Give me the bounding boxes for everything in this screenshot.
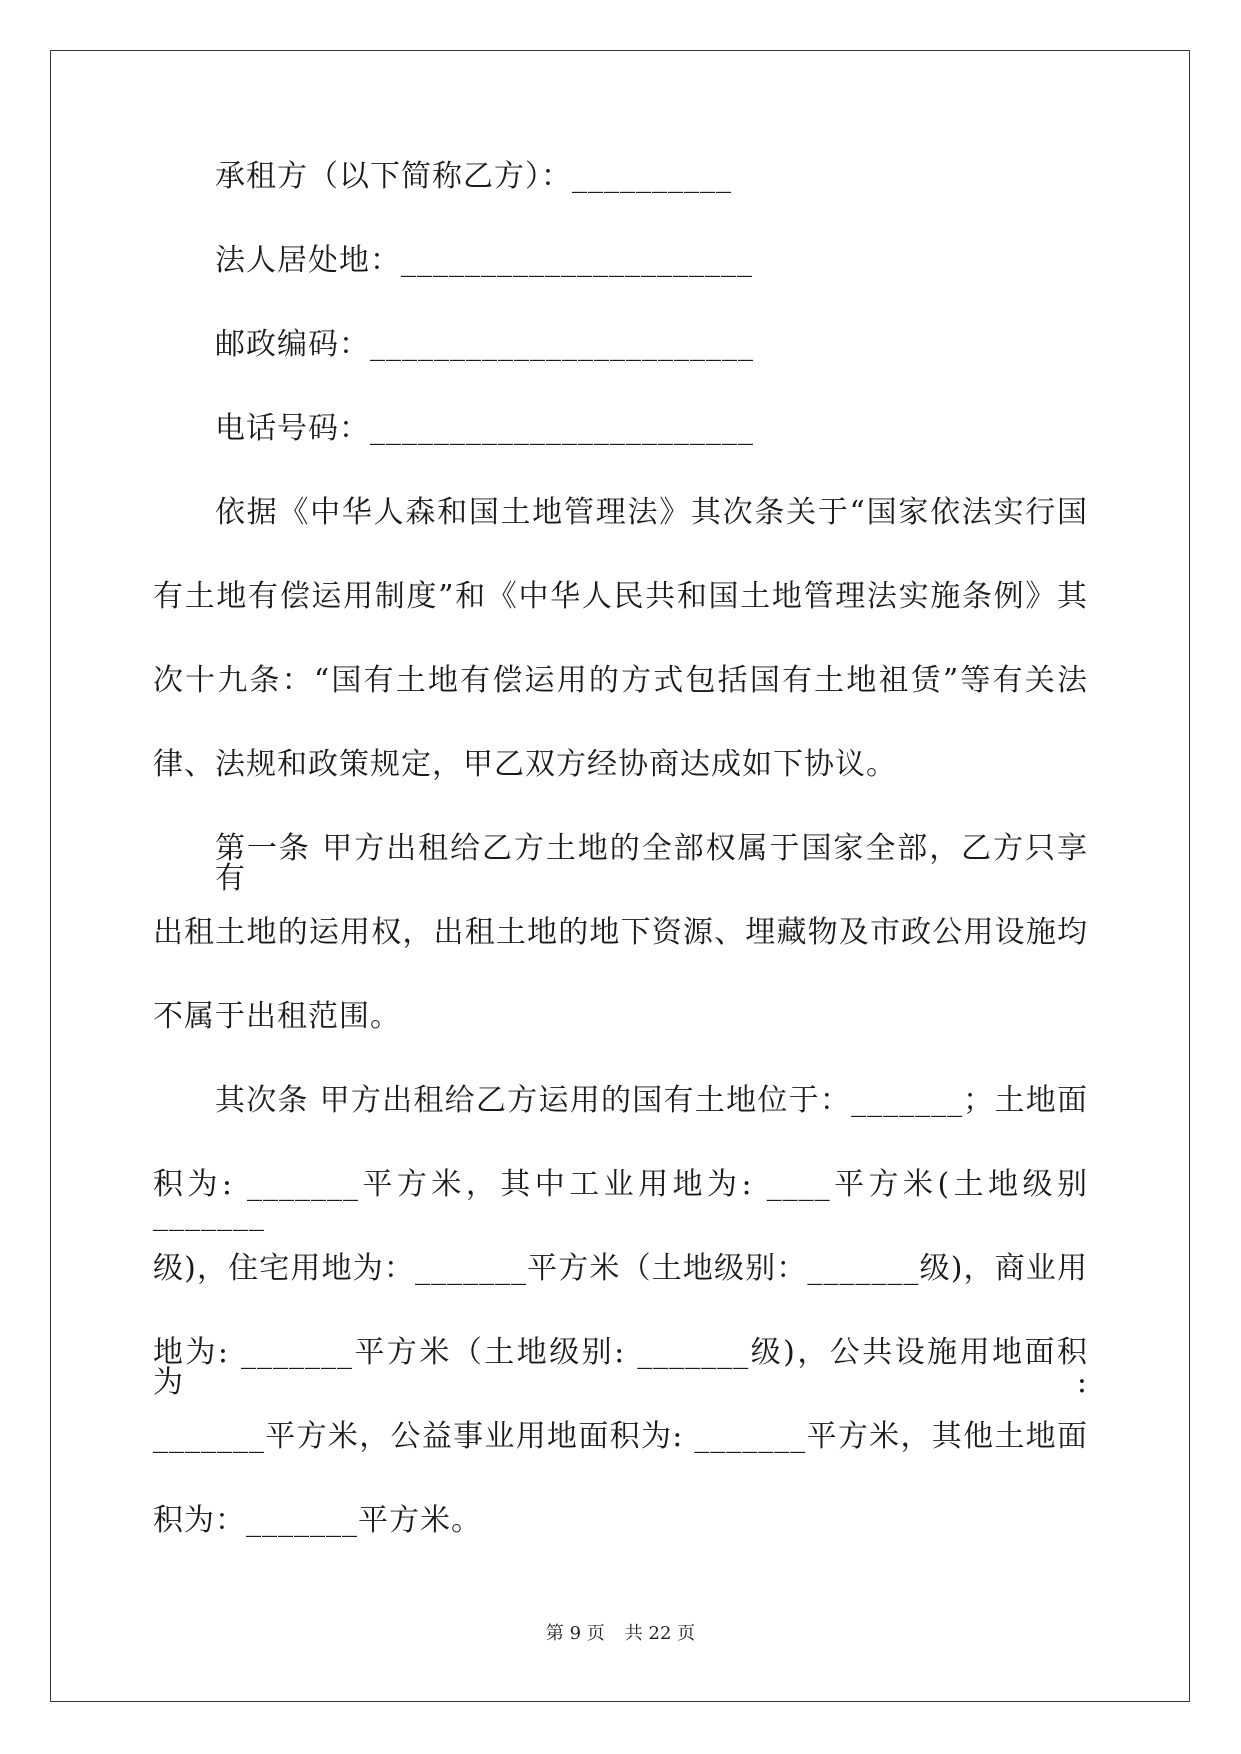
lessee-blank: __________ [572,159,732,194]
legal-address-field [153,243,1088,278]
article-one-line: 出租土地的运用权，出租土地的地下资源、埋藏物及市政公用设施均 [153,915,1088,950]
page-number: 第 9 页 [545,1623,605,1644]
article-one-line: 第一条 甲方出租给乙方土地的全部权属于国家全部，乙方只享有 [215,831,1088,896]
paragraph-basis-line: 依据《中华人森和国土地管理法》其次条关于“国家依法实行国 [215,495,1088,530]
paragraph-basis-line: 律、法规和政策规定，甲乙双方经协商达成如下协议。 [153,747,897,782]
paragraph-basis-line: 有土地有偿运用制度”和《中华人民共和国土地管理法实施条例》其 [153,579,1088,614]
phone-blank: ________________________ [370,411,754,446]
phone-label: 电话号码： [215,411,370,446]
article-one-line: 不属于出租范围。 [153,999,401,1034]
paragraph-basis-line: 次十九条：“国有土地有偿运用的方式包括国有土地祖赁”等有关法 [153,663,1088,698]
lessee-field [153,159,1088,194]
article-two-line: 地为: _______平方米（土地级别: _______级)，公共设施用地面积为: [153,1335,1088,1400]
total-pages: 共 22 页 [624,1623,696,1644]
article-two-line: 级)，住宅用地为：_______平方米（土地级别：_______级)，商业用 [153,1251,1088,1286]
article-two-line: _______平方米，公益事业用地面积为: _______平方米，其他土地面 [153,1419,1088,1454]
legal-address-label: 法人居处地： [215,243,401,278]
document-body [153,159,1088,1590]
article-two-line: 积为: _______平方米，其中工业用地为: ____平方米(土地级别_______ [153,1167,1088,1232]
postal-code-blank: ________________________ [370,327,754,362]
article-two-line: 积为：_______平方米。 [153,1503,482,1538]
legal-address-blank: ______________________ [401,243,753,278]
lessee-label: 承租方（以下简称乙方）： [215,159,572,194]
phone-field [153,411,1088,446]
article-two-line: 其次条 甲方出租给乙方运用的国有土地位于：_______；土地面 [215,1083,1088,1118]
page-footer [0,1619,1241,1645]
postal-code-field [153,327,1088,362]
postal-code-label: 邮政编码： [215,327,370,362]
